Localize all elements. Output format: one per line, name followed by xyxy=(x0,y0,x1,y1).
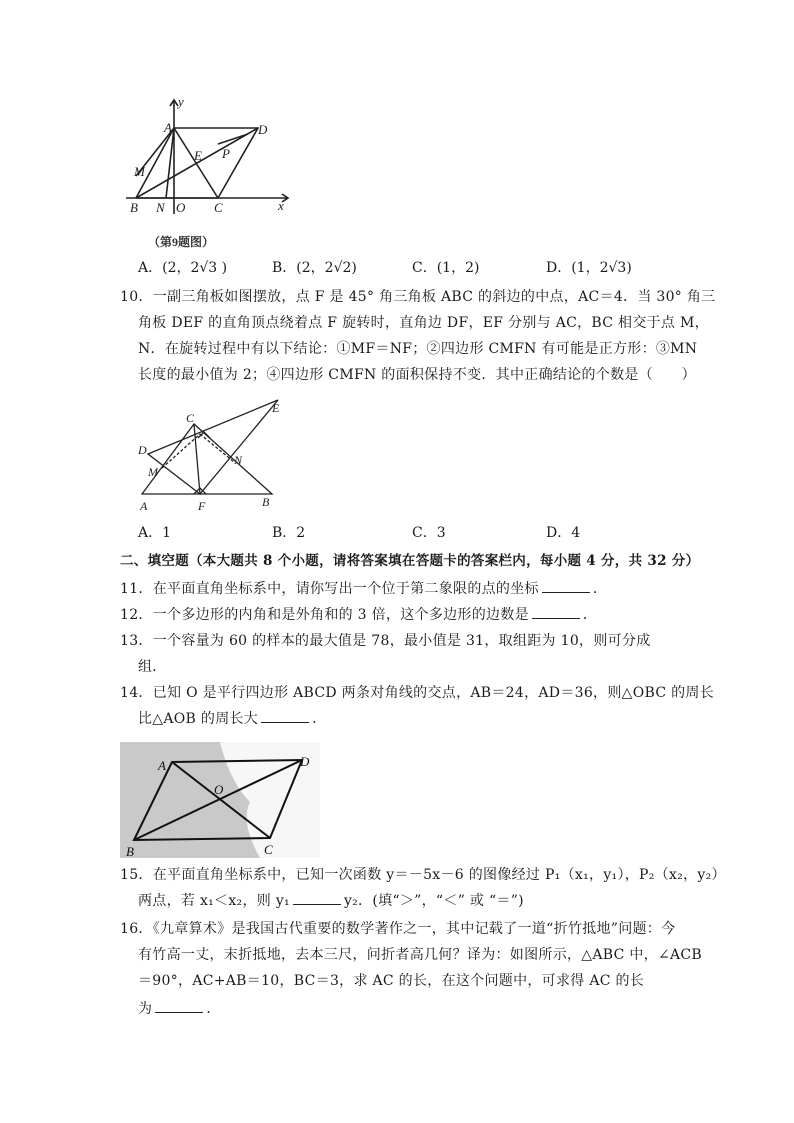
section2-title: 二、填空题（本大题共 8 个小题，请将答案填在答题卡的答案栏内，每小题 4 分，共 32 分） xyxy=(120,553,700,569)
fig9-label-O: O xyxy=(176,200,186,215)
fig14-label-A: A xyxy=(158,758,166,773)
fig10-label-M: M xyxy=(148,465,158,479)
q14-line2 xyxy=(138,710,326,728)
q15-blank[interactable] xyxy=(293,892,341,905)
q15-line1: 15．在平面直角坐标系中，已知一次函数 y＝－5x－6 的图像经过 P₁（x₁，y₁），P₂（x₂，y₂） xyxy=(120,867,726,883)
fig14-label-B: B xyxy=(126,844,134,858)
q15-line2a: 两点，若 x₁＜x₂，则 y₁ xyxy=(138,893,290,909)
q16-line2: 有竹高一丈，末折抵地，去本三尺，问折者高几何？译为：如图所示，△ABC 中，∠ACB xyxy=(138,947,703,963)
q16-line3: ＝90°，AC+AB＝10，BC＝3，求 AC 的长，在这个问题中，可求得 AC 的长 xyxy=(138,973,645,989)
figure-q14 xyxy=(120,742,320,858)
figure-q9 xyxy=(118,96,298,256)
q10-option-c: C．3 xyxy=(412,525,446,541)
q15-line2b: y₂．(填“＞”，“＜” 或 “＝”) xyxy=(343,893,524,909)
fig14-label-D: D xyxy=(300,754,310,769)
fig9-label-C: C xyxy=(214,200,223,215)
figure-q10 xyxy=(132,392,292,514)
q14-end: ． xyxy=(312,711,327,727)
fig9-label-B: B xyxy=(130,200,138,215)
fig9-label-x: x xyxy=(278,198,284,213)
fig9-label-y: y xyxy=(178,96,184,109)
fig10-label-A: A xyxy=(140,499,148,513)
q10-option-d: D．4 xyxy=(546,525,581,541)
q10-line3: N．在旋转过程中有以下结论：①MF＝NF；②四边形 CMFN 有可能是正方形：③MN xyxy=(138,341,698,357)
q14-line1: 14．已知 O 是平行四边形 ABCD 两条对角线的交点，AB＝24，AD＝36，则△OBC 的周长 xyxy=(120,685,715,701)
fig9-label-E: E xyxy=(194,148,202,163)
q12-blank[interactable] xyxy=(532,606,580,619)
q16-line4-text: 为 xyxy=(138,1001,153,1017)
q11-blank[interactable] xyxy=(542,580,590,593)
q9-option-b: B．(2，2√2) xyxy=(272,260,357,276)
q13-line1: 13．一个容量为 60 的样本的最大值是 78，最小值是 31，取组距为 10，则可分成 xyxy=(120,633,651,649)
q11 xyxy=(120,580,607,598)
fig9-label-A: A xyxy=(164,120,172,135)
fig10-label-N: N xyxy=(234,453,243,467)
q16-line1: 16．《九章算术》是我国古代重要的数学著作之一，其中记载了一道“折竹抵地”问题：今 xyxy=(120,921,676,937)
q16-blank[interactable] xyxy=(155,1000,203,1013)
q9-option-a: A．(2，2√3 ) xyxy=(138,260,228,276)
q9-option-d: D．(1，2√3) xyxy=(546,260,632,276)
q12-end: ． xyxy=(582,607,598,623)
fig10-label-D: D xyxy=(138,443,147,457)
q10-option-a: A．1 xyxy=(138,525,172,541)
q10-line1: 10．一副三角板如图摆放，点 F 是 45° 角三角板 ABC 的斜边的中点，AC＝4．当 30° 角三 xyxy=(120,289,716,305)
q14-blank[interactable] xyxy=(261,710,309,723)
fig9-label-N: N xyxy=(156,200,165,215)
fig9-label-D: D xyxy=(258,122,268,137)
q11-end: ． xyxy=(592,581,608,597)
fig10-label-F: F xyxy=(198,499,206,513)
fig10-label-C: C xyxy=(186,411,195,425)
q15-line2 xyxy=(138,892,524,910)
q10-line4: 长度的最小值为 2；④四边形 CMFN 的面积保持不变．其中正确结论的个数是（ ） xyxy=(138,367,696,383)
q13-line2: 组． xyxy=(138,659,167,675)
q11-text: 11．在平面直角坐标系中，请你写出一个位于第二象限的点的坐标 xyxy=(120,581,539,597)
q14-line2-text: 比△AOB 的周长大 xyxy=(138,711,259,727)
q12-text: 12．一个多边形的内角和是外角和的 3 倍，这个多边形的边数是 xyxy=(120,607,529,623)
fig9-label-M: M xyxy=(134,164,145,179)
q16-end: ． xyxy=(206,1001,221,1017)
fig14-label-O: O xyxy=(214,782,224,797)
q10-option-b: B．2 xyxy=(272,525,306,541)
q9-option-c: C．(1，2) xyxy=(412,260,480,276)
fig10-label-E: E xyxy=(272,401,280,415)
fig14-label-C: C xyxy=(264,842,273,857)
q16-line4 xyxy=(138,1000,221,1018)
q12 xyxy=(120,606,597,624)
q10-line2: 角板 DEF 的直角顶点绕着点 F 旋转时，直角边 DF，EF 分别与 AC，BC 相交于点 M， xyxy=(138,315,709,331)
fig10-label-B: B xyxy=(262,495,270,509)
fig9-label-P: P xyxy=(222,146,230,161)
fig9-caption: （第9题图） xyxy=(148,235,215,249)
